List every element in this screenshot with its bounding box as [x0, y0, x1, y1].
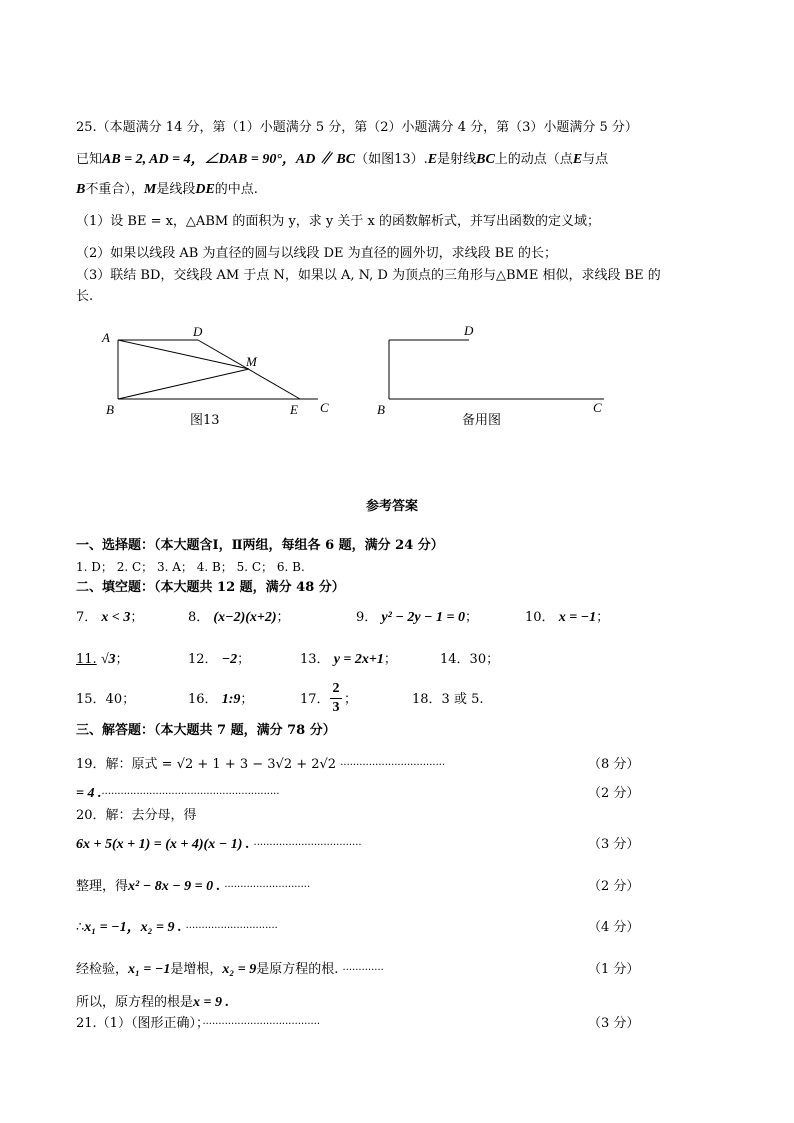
suf: ； — [122, 692, 136, 707]
sol-19-pts2: （2 分） — [588, 786, 640, 801]
text: 经检验， — [76, 962, 129, 977]
math: = 4 . — [76, 786, 102, 801]
sol-20-pts4: （4 分） — [588, 920, 640, 935]
fill-13 — [300, 650, 397, 670]
sol-20-line5 — [76, 960, 384, 981]
math: x₁ = −1，x₂ = 9 . — [84, 920, 182, 935]
fill-10 — [525, 608, 609, 628]
fill-16 — [188, 690, 253, 710]
leader-dots: ································· — [340, 760, 446, 771]
num: 7． — [76, 610, 98, 625]
fill-17 — [300, 690, 330, 710]
ans: 40 — [105, 692, 123, 707]
question-3-cont: 长. — [76, 289, 94, 304]
leader-dots: ························································ — [101, 789, 280, 800]
num: 14． — [440, 652, 470, 667]
sol-20-line3 — [76, 877, 310, 898]
text: 21.（1）（图形正确）； — [76, 1016, 203, 1031]
text: 整理，得 — [76, 879, 129, 894]
suf: . — [479, 692, 484, 707]
num: 15． — [76, 692, 106, 707]
fill-9 — [356, 608, 478, 628]
sol-20-line2 — [76, 835, 362, 856]
math: M — [143, 182, 157, 197]
fig1-label-d: D — [193, 324, 203, 339]
leader-dots: ··························· — [224, 882, 311, 893]
fig1-label-m: M — [246, 354, 257, 369]
text: 是增根， — [170, 962, 223, 977]
ans: 3 或 5 — [441, 692, 480, 707]
fraction-bar — [330, 698, 342, 699]
answers-title: 参考答案 — [366, 499, 419, 514]
section-2-heading: 二、填空题：（本大题共 12 题，满分 48 分） — [76, 580, 345, 595]
fig1-label-c: C — [320, 400, 329, 415]
fill-15 — [76, 690, 135, 710]
fig1-caption: 图13 — [190, 413, 220, 428]
leader-dots: ·································· — [253, 840, 362, 851]
ans: 30 — [469, 652, 487, 667]
suf: ； — [276, 610, 290, 625]
math: x₁ = −1 — [128, 962, 171, 977]
fig1-label-e: E — [290, 402, 298, 417]
fill-17-suffix: ； — [344, 692, 358, 707]
text: 的中点. — [214, 182, 258, 197]
ans: y = 2x+1 — [333, 652, 384, 667]
num: 18． — [412, 692, 442, 707]
math: BC — [476, 152, 495, 167]
ans: (x−2)(x+2) — [213, 610, 277, 625]
fig2-label-b: B — [377, 402, 385, 417]
sol-20-pts2: （3 分） — [588, 837, 640, 852]
sol-21-pts1: （3 分） — [588, 1016, 640, 1031]
fill-14 — [440, 650, 499, 670]
fill-7 — [76, 608, 143, 628]
sol-20-line4 — [76, 918, 278, 939]
num: 8． — [188, 610, 210, 625]
suf: ； — [237, 652, 251, 667]
section-1-heading: 一、选择题：（本大题含Ⅰ，Ⅱ两组，每组各 6 题，满分 24 分） — [76, 538, 444, 553]
figure-13 — [0, 0, 794, 460]
text: 19．解：原式 = √2 + 1 + 3 − 3√2 + 2√2 — [76, 757, 337, 772]
text: 是原方程的根. — [256, 962, 339, 977]
question-1: （1）设 BE = x，△ABM 的面积为 y，求 y 关于 x 的函数解析式，并写出函数的定义域； — [76, 214, 600, 229]
suf: ； — [486, 652, 500, 667]
question-3: （3）联结 BD，交线段 AM 于点 N，如果以 A, N, D 为顶点的三角形与△BME 相似，求线段 BE 的 — [76, 268, 661, 283]
ans: 1:9 — [221, 692, 241, 707]
leader-dots: ····································· — [202, 1019, 321, 1030]
math: x² − 8x − 9 = 0 . — [128, 879, 221, 894]
math: x = 9 . — [193, 995, 229, 1010]
suf: ； — [465, 610, 479, 625]
math: AB = 2, AD = 4，∠DAB = 90°，AD ∥ BC — [102, 152, 356, 167]
ans: y² − 2y − 1 = 0 — [381, 610, 465, 625]
fig2-caption: 备用图 — [462, 413, 502, 428]
suf: ； — [383, 652, 397, 667]
suf: ； — [596, 610, 610, 625]
sol-20-pts3: （2 分） — [588, 879, 640, 894]
num: 16． — [188, 692, 218, 707]
text: 是射线 — [437, 152, 477, 167]
fill-8 — [188, 608, 290, 628]
text: 上的动点（点 — [494, 152, 573, 167]
fill-17-fraction — [330, 681, 342, 716]
suf: ； — [240, 692, 254, 707]
section-3-heading: 三、解答题：（本大题共 7 题，满分 78 分） — [76, 723, 336, 738]
math: E — [572, 152, 583, 167]
ans: x < 3 — [101, 610, 131, 625]
section-1-answers: 1. D； 2. C； 3. A； 4. B； 5. C； 6. B. — [76, 560, 305, 574]
text: ∴ — [76, 920, 85, 935]
sol-21-line1 — [76, 1014, 320, 1035]
leader-dots: ············· — [342, 965, 384, 976]
math: B — [76, 182, 86, 197]
math: DE — [195, 182, 215, 197]
text: 所以，原方程的根是 — [76, 995, 194, 1010]
sol-19-line1 — [76, 755, 445, 776]
problem-header: 25.（本题满分 14 分，第（1）小题满分 5 分，第（2）小题满分 4 分，第（3）小题满分 5 分） — [76, 120, 638, 135]
sol-20-line6 — [76, 993, 229, 1013]
num: 9． — [356, 610, 378, 625]
num: 12． — [188, 652, 218, 667]
fig1-label-a: A — [102, 330, 110, 345]
math: 6x + 5(x + 1) = (x + 4)(x − 1) . — [76, 837, 250, 852]
numerator: 2 — [332, 681, 340, 696]
sol-19-line2 — [76, 784, 280, 805]
math: x₂ = 9 — [222, 962, 257, 977]
sol-19-pts1: （8 分） — [588, 757, 640, 772]
fill-18 — [412, 690, 484, 710]
num: 10． — [525, 610, 555, 625]
text: （如图13）. — [355, 152, 428, 167]
sol-20-pts5: （1 分） — [588, 962, 640, 977]
text: 是线段 — [156, 182, 196, 197]
num: 17． — [300, 692, 330, 707]
fill-11 — [76, 650, 129, 670]
question-2: （2）如果以线段 AB 为直径的圆与以线段 DE 为直径的圆外切，求线段 BE 的长； — [76, 246, 557, 261]
fig2-label-c: C — [593, 400, 602, 415]
ans: x = −1 — [558, 610, 597, 625]
fig2-label-d: D — [464, 323, 474, 338]
text: 已知 — [76, 152, 103, 167]
math: E — [427, 152, 438, 167]
num: 13． — [300, 652, 330, 667]
text: 不重合）， — [85, 182, 144, 197]
ans: −2 — [221, 652, 238, 667]
suf: ； — [130, 610, 144, 625]
leader-dots: ····························· — [185, 923, 278, 934]
num: 11. — [76, 652, 97, 667]
fill-12 — [188, 650, 250, 670]
fig1-label-b: B — [106, 402, 114, 417]
denominator: 3 — [332, 700, 340, 715]
suf: ； — [115, 652, 129, 667]
sol-20-line1: 20．解：去分母，得 — [76, 808, 197, 823]
ans: √3 — [100, 652, 116, 667]
text: 与点 — [582, 152, 609, 167]
